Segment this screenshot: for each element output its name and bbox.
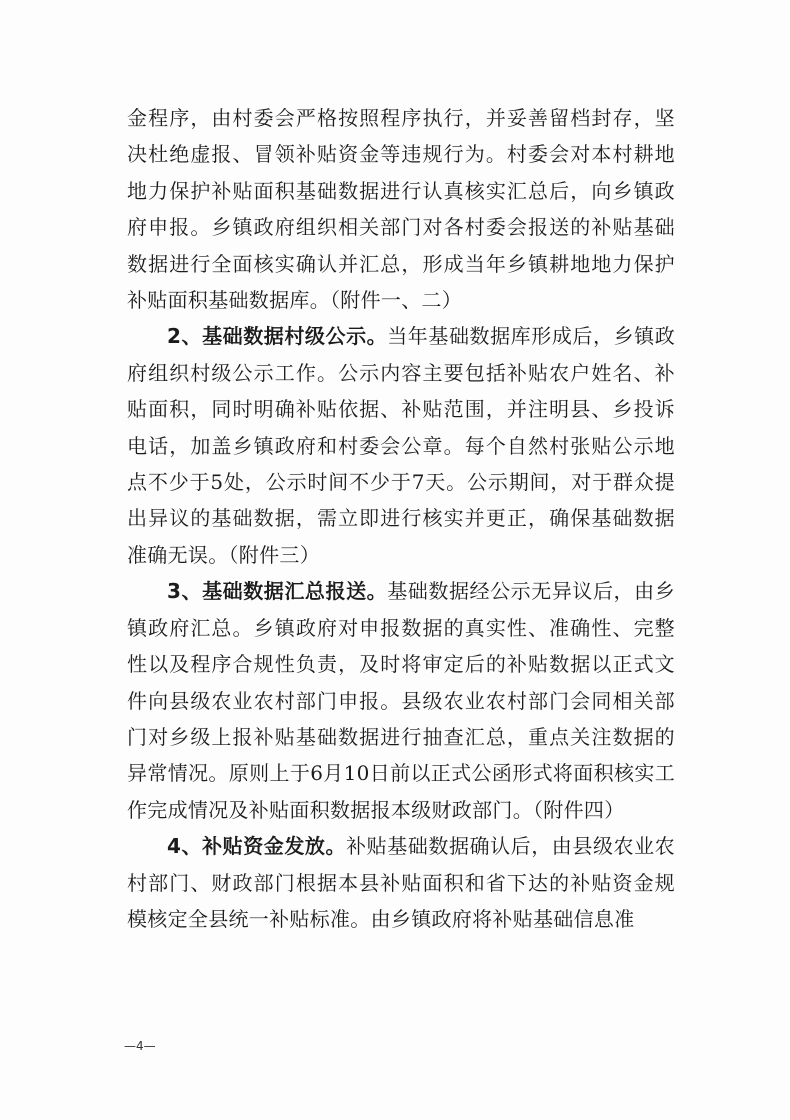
- paragraph-village-publicity: [127, 318, 675, 573]
- paragraph-data-summary: [127, 573, 675, 828]
- page-number: —4—: [124, 1039, 156, 1053]
- paragraph-text: 基础数据经公示无异议后，由乡镇政府汇总。乡镇政府对申报数据的真实性、准确性、完整性以及程序合规性负责，及时将审定后的补贴数据以正式文件向县级农业农村部门申报。县级农业农村部门会同相关部门对乡级上报补贴基础数据进行抽查汇总，重点关注数据的异常情况。原则上于6月10日前以正式公函形式将面积核实工作完成情况及补贴面积数据报本级财政部门。（附件四）: [127, 579, 675, 822]
- section-heading: 2、基础数据村级公示。: [167, 324, 388, 349]
- paragraph-text: 金程序，由村委会严格按照程序执行，并妥善留档封存，坚决杜绝虚报、冒领补贴资金等违规行为。村委会对本村耕地地力保护补贴面积基础数据进行认真核实汇总后，向乡镇政府申报。乡镇政府组织相关部门对各村委会报送的补贴基础数据进行全面核实确认并汇总，形成当年乡镇耕地地力保护补贴面积基础数据库。（附件一、二）: [127, 106, 675, 313]
- paragraph-text: 补贴基础数据确认后，由县级农业农村部门、财政部门根据本县补贴面积和省下达的补贴资金规模核定全县统一补贴标准。由乡镇政府将补贴基础信息准: [127, 834, 675, 931]
- paragraph-continuation: [127, 100, 675, 318]
- paragraph-text: 当年基础数据库形成后，乡镇政府组织村级公示工作。公示内容主要包括补贴农户姓名、补贴面积，同时明确补贴依据、补贴范围，并注明县、乡投诉电话，加盖乡镇政府和村委会公章。每个自然村张贴公示地点不少于5处，公示时间不少于7天。公示期间，对于群众提出异议的基础数据，需立即进行核实并更正，确保基础数据准确无误。（附件三）: [127, 324, 675, 567]
- document-body: [127, 100, 675, 937]
- paragraph-fund-distribution: [127, 828, 675, 937]
- section-heading: 4、补贴资金发放。: [167, 834, 347, 859]
- section-heading: 3、基础数据汇总报送。: [167, 579, 388, 604]
